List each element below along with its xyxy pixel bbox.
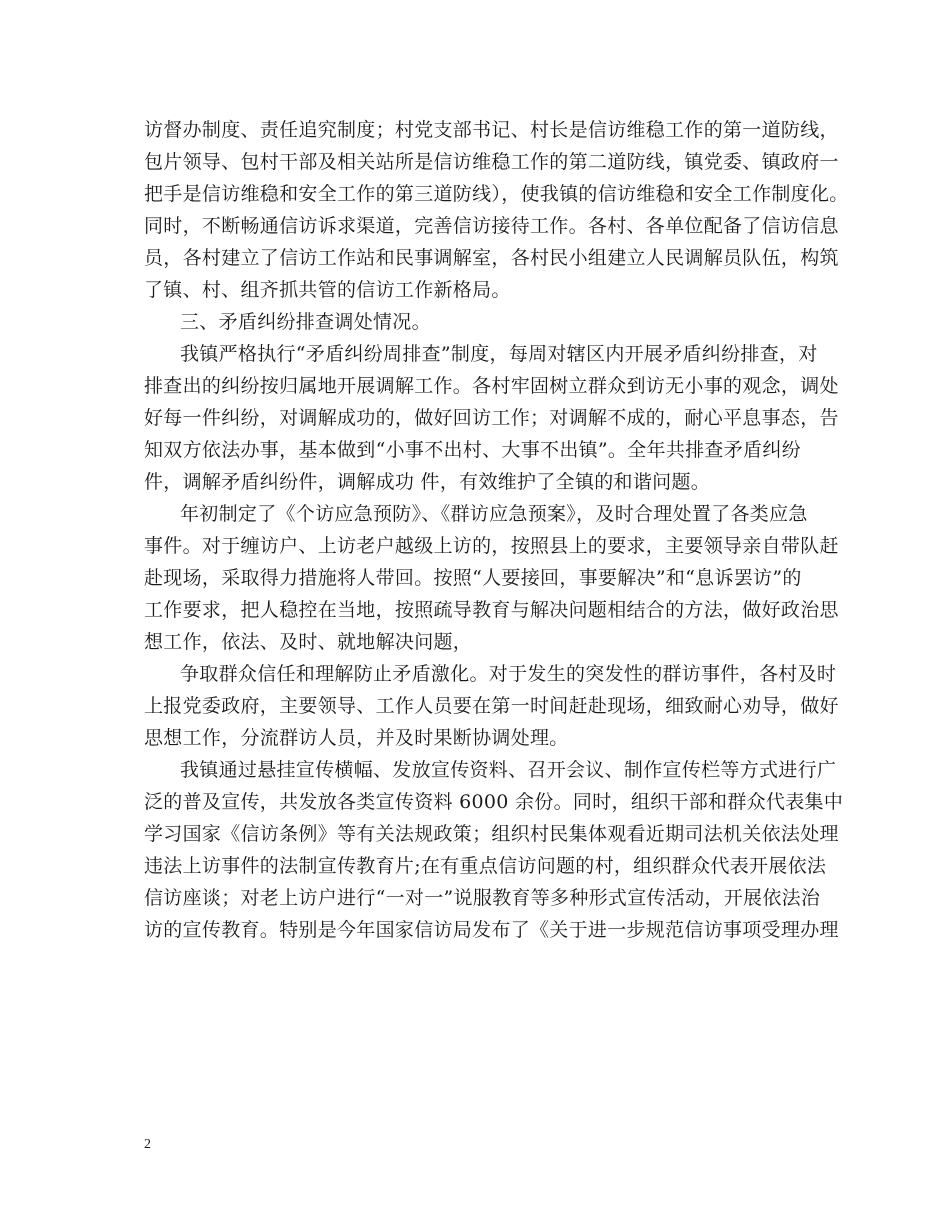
text-line: 把手是信访维稳和安全工作的第三道防线），使我镇的信访维稳和安全工作制度化。 — [144, 183, 849, 205]
text-line: 违法上访事件的法制宣传教育片;在有重点信访问题的村，组织群众代表开展依法 — [144, 855, 827, 877]
text-line: 我镇严格执行“矛盾纠纷周排查”制度，每周对辖区内开展矛盾纠纷排查，对 — [180, 343, 818, 365]
text-line: 学习国家《信访条例》等有关法规政策；组织村民集体观看近期司法机关依法处理 — [144, 823, 839, 845]
text-line: 事件。对于缠访户、上访老户越级上访的，按照县上的要求，主要领导亲自带队赶 — [144, 535, 839, 557]
text-line: 泛的普及宣传，共发放各类宣传资料 6000 余份。同时，组织干部和群众代表集中 — [144, 791, 844, 813]
text-line: 访的宣传教育。特别是今年国家信访局发布了《关于进一步规范信访事项受理办理 — [144, 919, 839, 941]
text-line: 思想工作，分流群访人员，并及时果断协调处理。 — [144, 727, 569, 749]
text-line: 年初制定了《个访应急预防》、《群访应急预案》，及时合理处置了各类应急 — [180, 503, 808, 525]
text-line: 信访座谈；对老上访户进行“一对一”说服教育等多种形式宣传活动，开展依法治 — [144, 887, 821, 909]
page-number: 2 — [144, 1137, 151, 1152]
text-line: 工作要求，把人稳控在当地，按照疏导教育与解决问题相结合的方法，做好政治思 — [144, 599, 839, 621]
text-line: 三、矛盾纠纷排查调处情况。 — [180, 311, 431, 333]
text-line: 同时，不断畅通信访诉求渠道，完善信访接待工作。各村、各单位配备了信访信息 — [144, 215, 839, 237]
text-line: 了镇、村、组齐抓共管的信访工作新格局。 — [144, 279, 511, 301]
text-line: 想工作，依法、及时、就地解决问题， — [144, 631, 473, 653]
text-line: 我镇通过悬挂宣传横幅、发放宣传资料、召开会议、制作宣传栏等方式进行广 — [180, 759, 837, 781]
text-line: 赴现场，采取得力措施将人带回。按照“人要接回，事要解决”和“息诉罢访”的 — [144, 567, 802, 589]
text-line: 上报党委政府，主要领导、工作人员要在第一时间赶赴现场，细致耐心劝导，做好 — [144, 695, 839, 717]
text-line: 争取群众信任和理解防止矛盾激化。对于发生的突发性的群访事件，各村及时 — [180, 663, 837, 685]
text-line: 员，各村建立了信访工作站和民事调解室，各村民小组建立人民调解员队伍，构筑 — [144, 247, 839, 269]
text-line: 排查出的纠纷按归属地开展调解工作。各村牢固树立群众到访无小事的观念，调处 — [144, 375, 839, 397]
text-line: 包片领导、包村干部及相关站所是信访维稳工作的第二道防线，镇党委、镇政府一 — [144, 151, 839, 173]
document-body — [144, 114, 849, 946]
text-line: 件，调解矛盾纠纷件，调解成功 件，有效维护了全镇的和谐问题。 — [144, 471, 711, 493]
text-line: 访督办制度、责任追究制度；村党支部书记、村长是信访维稳工作的第一道防线， — [144, 119, 839, 141]
text-line: 好每一件纠纷，对调解成功的，做好回访工作；对调解不成的，耐心平息事态，告 — [144, 407, 839, 429]
text-line: 知双方依法办事，基本做到“小事不出村、大事不出镇”。全年共排查矛盾纠纷 — [144, 439, 801, 461]
